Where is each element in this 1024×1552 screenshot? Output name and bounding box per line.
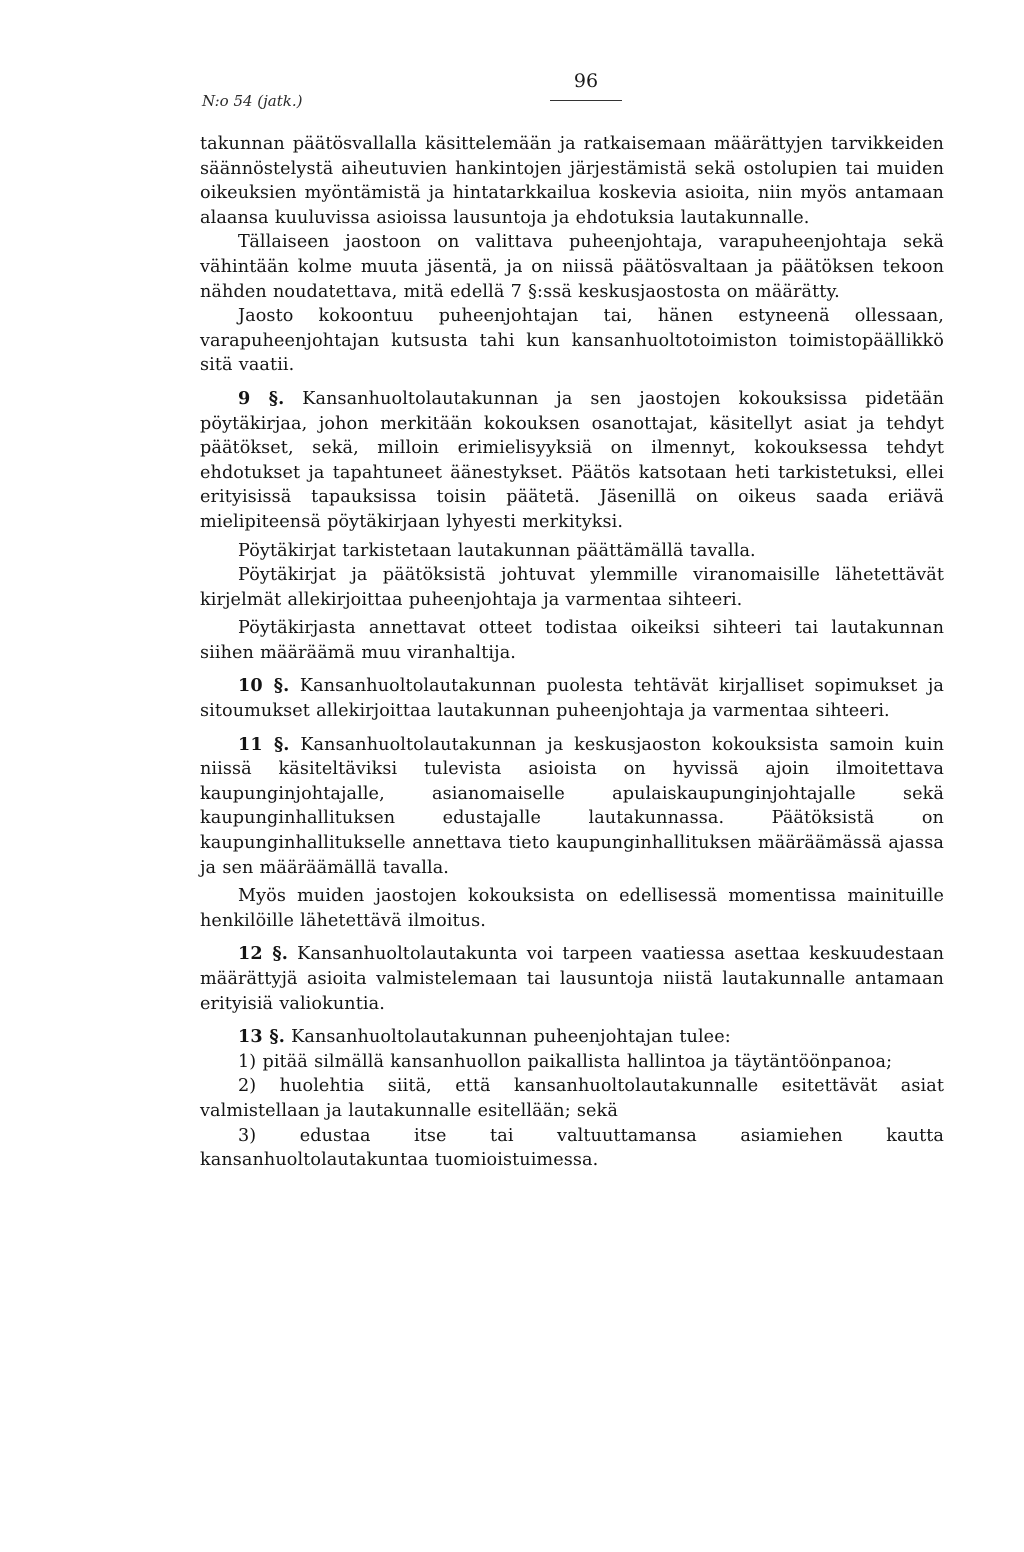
section-9: 9 §. Kansanhuoltolautakunnan ja sen jaostojen kokouksissa pidetään pöytäkirjaa, johon merkitään kokouksen osanottajat, käsitellyt asiat ja tehdyt päätökset, sekä, milloin erimielisyyksiä on ilmennyt, kokouksessa tehdyt ehdotukset ja tapahtuneet äänestykset. Päätös katsotaan heti tarkistetuksi, ellei erityisissä tapauksissa toisin päätetä. Jäsenillä on oikeus saada eriävä mielipiteensä pöytäkirjaan lyhyesti merkityksi.: [200, 387, 944, 532]
section-number: 12 §.: [238, 943, 288, 965]
paragraph: Pöytäkirjasta annettavat otteet todistaa oikeiksi sihteeri tai lautakunnan siihen määräämä muu viranhaltija.: [200, 618, 944, 663]
paragraph: Jaosto kokoontuu puheenjohtajan tai, hänen estyneenä ollessaan, varapuheenjohtajan kutsusta tahi kun kansanhuoltotoimiston toimistopäällikkö sitä vaatii.: [200, 306, 944, 376]
list-item: 3) edustaa itse tai valtuuttamansa asiamiehen kautta kansanhuoltolautakuntaa tuomioistuimessa.: [200, 1125, 944, 1171]
section-13: 13 §. Kansanhuoltolautakunnan puheenjohtajan tulee:: [238, 1026, 731, 1048]
running-head: N:o 54 (jatk.): [202, 92, 303, 110]
section-12: 12 §. Kansanhuoltolautakunta voi tarpeen vaatiessa asettaa keskuudestaan määrättyjä asioita valmistelemaan tai lausuntoja niistä lautakunnalle antamaan erityisiä valiokuntia.: [200, 943, 944, 1014]
paragraph: Myös muiden jaostojen kokouksista on edellisessä momentissa mainituille henkilöille lähetettävä ilmoitus.: [200, 886, 944, 931]
document-body: [200, 132, 944, 1173]
list-item: 1) pitää silmällä kansanhuollon paikallista hallintoa ja täytäntöönpanoa;: [238, 1051, 893, 1072]
section-number: 9 §.: [238, 387, 285, 409]
paragraph: takunnan päätösvallalla käsittelemään ja ratkaisemaan määrättyjen tarvikkeiden säännöstelystä aiheutuvien hankintojen järjestämistä sekä ostolupien tai muiden oikeuksien myöntämistä ja hintatarkkailua koskevia asioita, niin myös antamaan alaansa kuuluvissa asioissa lausuntoja ja ehdotuksia lautakunnalle.: [200, 134, 944, 228]
paragraph: Tällaiseen jaostoon on valittava puheenjohtaja, varapuheenjohtaja sekä vähintään kolme muuta jäsentä, ja on niissä päätösvaltaan ja päätöksen tekoon nähden noudatettava, mitä edellä 7 §:ssä keskusjaostosta on määrätty.: [200, 232, 944, 302]
paragraph: Pöytäkirjat tarkistetaan lautakunnan päättämällä tavalla.: [238, 540, 756, 561]
section-number: 11 §.: [238, 733, 290, 755]
section-10: 10 §. Kansanhuoltolautakunnan puolesta tehtävät kirjalliset sopimukset ja sitoumukset allekirjoittaa lautakunnan puheenjohtaja ja varmentaa sihteeri.: [200, 675, 944, 722]
list-item: 2) huolehtia siitä, että kansanhuoltolautakunnalle esitettävät asiat valmistellaan ja lautakunnalle esitellään; sekä: [200, 1076, 944, 1121]
document-page: [200, 56, 944, 1171]
paragraph: Pöytäkirjat ja päätöksistä johtuvat ylemmille viranomaisille lähetettävät kirjelmät allekirjoittaa puheenjohtaja ja varmentaa sihteeri.: [200, 565, 944, 610]
section-number: 10 §.: [238, 675, 290, 697]
section-11: 11 §. Kansanhuoltolautakunnan ja keskusjaoston kokouksista samoin kuin niissä käsiteltäviksi tulevista asioista on hyvissä ajoin ilmoitettava kaupunginjohtajalle, asianomaiselle apulaiskaupunginjohtajalle sekä kaupunginhallituksen edustajalle lautakunnassa. Päätöksistä on kaupunginhallitukselle annettava tieto kaupunginhallituksen määräämässä ajassa ja sen määräämällä tavalla.: [200, 733, 944, 878]
page-number: 96: [560, 70, 612, 92]
section-number: 13 §.: [238, 1026, 285, 1048]
page-header: [200, 56, 944, 110]
